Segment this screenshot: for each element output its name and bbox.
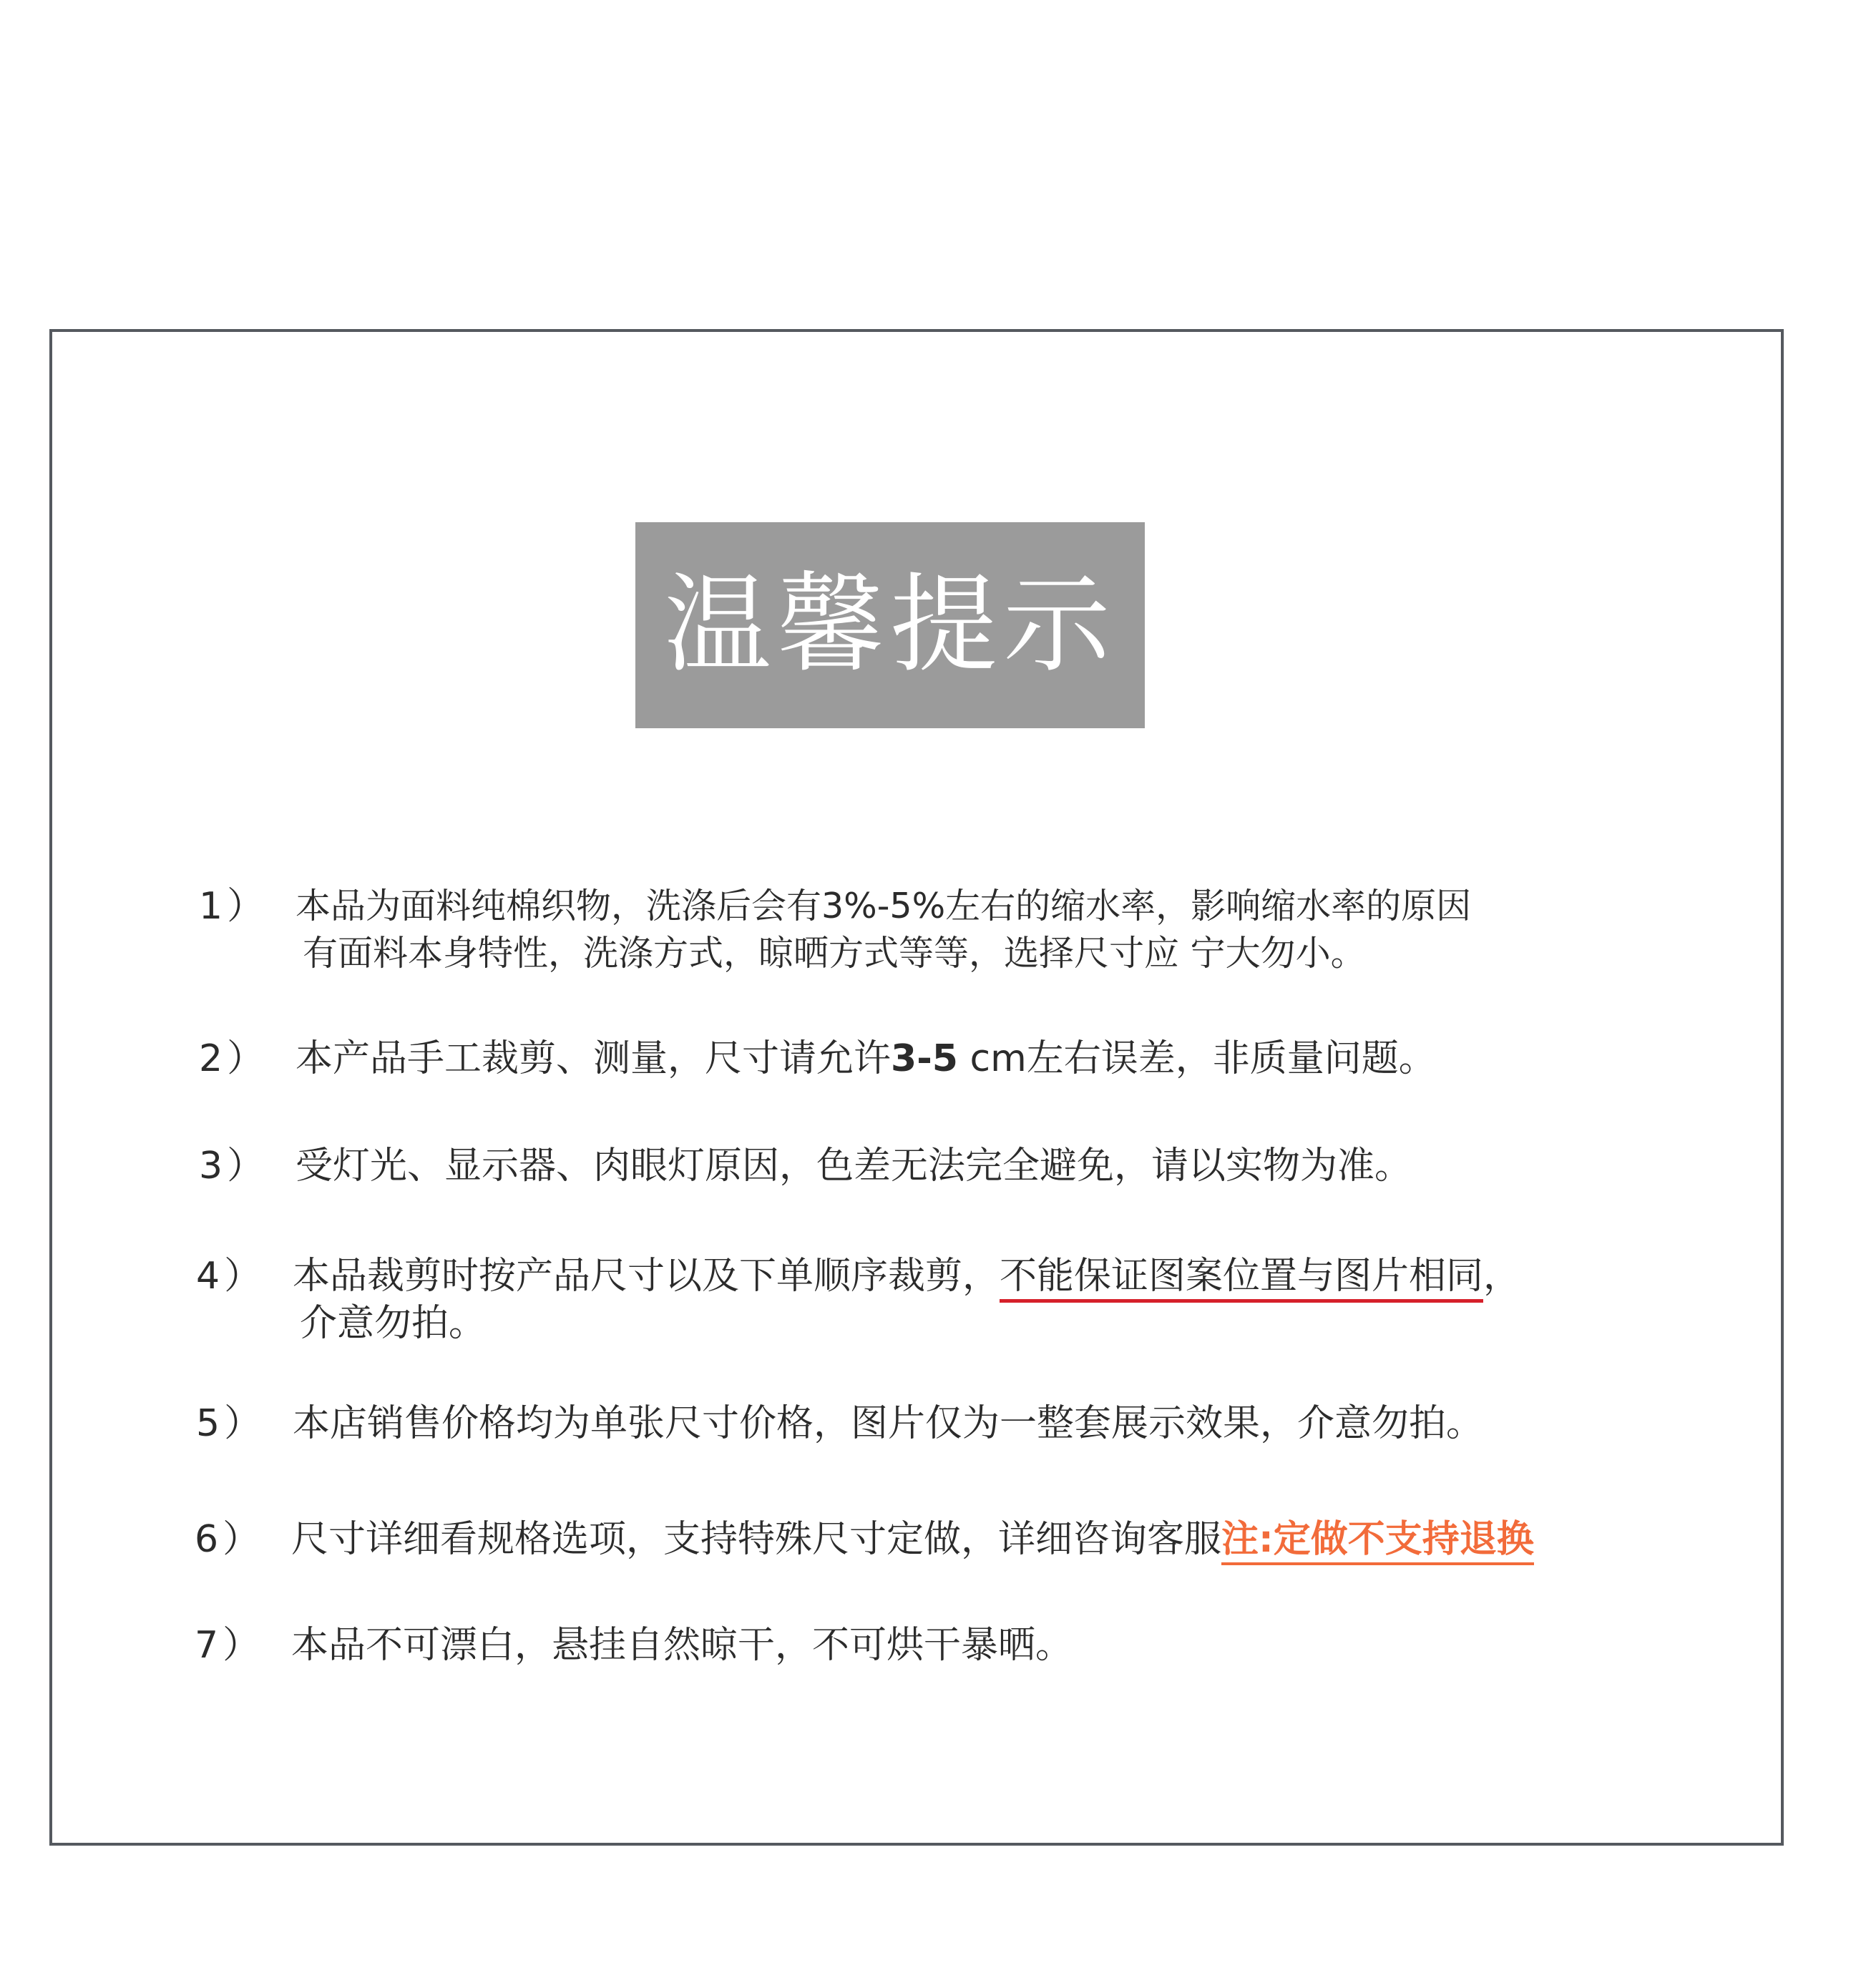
item-text: cm左右误差，非质量问题。	[957, 1037, 1436, 1080]
item-number: 4）	[196, 1255, 266, 1298]
item-text-line-1: 本店销售价格均为单张尺寸价格，图片仅为一整套展示效果，介意勿拍。	[293, 1402, 1484, 1445]
item-text-line-1	[293, 1253, 1520, 1299]
tolerance-value: 3-5	[891, 1037, 958, 1080]
item-text: 本产品手工裁剪、测量，尺寸请允许	[296, 1037, 892, 1080]
item-text-line-1	[291, 1517, 1534, 1562]
item-text-line-2: 有面料本身特性，洗涤方式，晾晒方式等等，选择尺寸应 宁大勿小。	[303, 933, 1366, 974]
item-text: 尺寸详细看规格选项，支持特殊尺寸定做，详细咨询客服	[291, 1518, 1222, 1561]
item-text-line-1: 受灯光、显示器、肉眼灯原因，色差无法完全避免，请以实物为准。	[296, 1145, 1412, 1188]
item-number: 2）	[199, 1037, 269, 1080]
underlined-warning: 不能保证图案位置与图片相同	[1000, 1255, 1483, 1303]
title-banner	[635, 522, 1145, 728]
item-text: ，	[1483, 1255, 1521, 1298]
item-number: 5）	[196, 1402, 266, 1445]
item-text-line-2: 介意勿拍。	[300, 1302, 487, 1345]
item-number: 1）	[199, 885, 269, 928]
page-title: 温馨提示	[663, 563, 1116, 687]
item-text-line-1	[296, 1036, 1436, 1082]
item-number: 3）	[199, 1145, 269, 1188]
item-text: 本品裁剪时按产品尺寸以及下单顺序裁剪，	[293, 1255, 1000, 1298]
item-text-line-1: 本品不可漂白，悬挂自然晾干，不可烘干暴晒。	[291, 1624, 1073, 1667]
item-number: 6）	[195, 1518, 265, 1561]
item-number: 7）	[195, 1624, 265, 1667]
item-text-line-1: 本品为面料纯棉织物，洗涤后会有3%-5%左右的缩水率，影响缩水率的原因	[296, 886, 1472, 926]
custom-order-note: 注:定做不支持退换	[1221, 1518, 1534, 1565]
